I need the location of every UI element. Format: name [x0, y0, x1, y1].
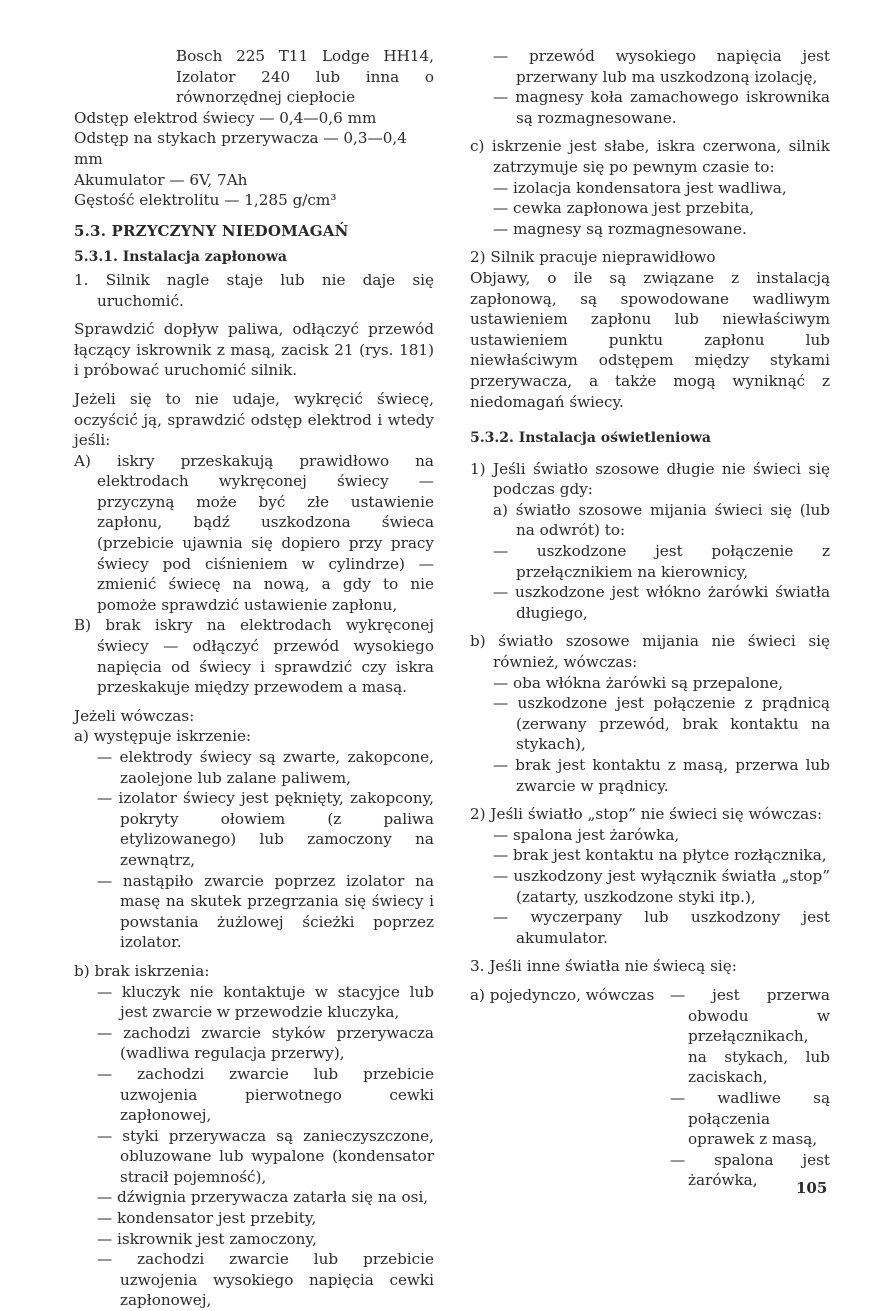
- battery-spec: Akumulator — 6V, 7Ah: [74, 170, 248, 189]
- paragraph-fuel-check: Sprawdzić dopływ paliwa, odłączyć przewód łączący iskrownik z masą, zacisk 21 (rys. 181) i próbować uruchomić silnik.: [74, 320, 434, 380]
- paragraph-symptoms: Objawy, o ile są związane z instalacją zapłonową, są spowodowane wadliwym ustawieniem zapłonu lub niewłaściwym ustawieniem punktu zapłonu lub niewłaściwym odstępem między stykami przerywacza, a także mogą wyniknąć z niedomagań świecy.: [470, 268, 830, 411]
- paragraph-plug-check: Jeżeli się to nie udaje, wykręcić świecę, oczyścić ją, sprawdzić odstęp elektrod i wtedy jeśli:: [74, 389, 434, 450]
- list-item: — izolator świecy jest pęknięty, zakopcony, pokryty ołowiem (z paliwa etylizowanego) lub zamoczony na zewnątrz,: [97, 789, 434, 869]
- list-item: — zachodzi zwarcie styków przerywacza (wadliwa regulacja przerwy),: [97, 1023, 434, 1063]
- electrode-gap-spec: Odstęp elektrod świecy — 0,4—0,6 mm: [74, 108, 377, 127]
- list-item: — kluczyk nie kontaktuje w stacyjce lub jest zwarcie w przewodzie kluczyka,: [97, 982, 434, 1022]
- sparking-label: a) występuje iskrzenie:: [74, 727, 252, 746]
- list-item: — uszkodzone jest włókno żarówki światła długiego,: [493, 583, 830, 622]
- list-item: — spalona jest żarówka,: [493, 825, 680, 844]
- list-item: — uszkodzone jest połączenie z prądnicą (zerwany przewód, brak kontaktu na stykach),: [493, 694, 830, 754]
- list-item: — styki przerywacza są zanieczyszczone, obluzowane lub wypalone (kondensator stracił pojemność),: [97, 1126, 434, 1186]
- list-item: — dźwignia przerywacza zatarła się na osi,: [97, 1188, 429, 1207]
- subsection-heading-lighting: 5.3.2. Instalacja oświetleniowa: [470, 430, 711, 447]
- section-heading: 5.3. PRZYCZYNY NIEDOMAGAŃ: [74, 221, 349, 240]
- list-item: — wadliwe są połączenia oprawek z masą,: [670, 1088, 830, 1149]
- lighting-item-1: 1) Jeśli światło szosowe długie nie świeci się podczas gdy:: [470, 459, 830, 499]
- list-item: — nastąpiło zwarcie poprzez izolator na masę na skutek przegrzania się świecy i powstania żużlowej ścieżki poprzez izolator.: [97, 871, 434, 952]
- list-item: — zachodzi zwarcie lub przebicie uzwojenia pierwotnego cewki zapłonowej,: [97, 1064, 434, 1125]
- lighting-item-3a-list: [670, 985, 830, 1191]
- list-item: — kondensator jest przebity,: [97, 1209, 317, 1228]
- list-item: — zachodzi zwarcie lub przebicie uzwojenia wysokiego napięcia cewki zapłonowej,: [97, 1250, 434, 1310]
- list-item: — uszkodzony jest wyłącznik światła „stop” (zatarty, uszkodzone styki itp.),: [493, 866, 830, 906]
- lighting-item-1a: a) światło szosowe mijania świeci się (lub na odwrót) to:: [493, 500, 830, 540]
- list-item: — cewka zapłonowa jest przebita,: [493, 199, 755, 218]
- list-item: — magnesy są rozmagnesowane.: [493, 219, 747, 238]
- paragraph-then: Jeżeli wówczas:: [74, 706, 195, 725]
- left-column: [74, 46, 434, 1311]
- list-item: — brak jest kontaktu z masą, przerwa lub zwarcie w prądnicy.: [493, 756, 830, 795]
- lighting-item-3a: [470, 985, 830, 1191]
- page-number: 105: [796, 1179, 828, 1197]
- list-item: — przewód wysokiego napięcia jest przerwany lub ma uszkodzoną izolację,: [493, 47, 830, 86]
- list-item: — magnesy koła zamachowego iskrownika są rozmagnesowane.: [493, 88, 830, 127]
- case-a-sparks: A) iskry przeskakują prawidłowo na elektrodach wykręconej świecy — przyczyną może być złe ustawienie zapłonu, bądź uszkodzona świeca (przebicie ujawnia się dopiero przy pracy świecy pod ciśnieniem w cylindrze) — zmienić świecę na nową, a gdy to nie pomoże sprawdzić ustawienie zapłonu,: [74, 451, 434, 614]
- list-item: — spalona jest żarówka,: [670, 1150, 830, 1190]
- case-c-weak-spark: c) iskrzenie jest słabe, iskra czerwona, silnik zatrzymuje się po pewnym czasie to:: [470, 137, 830, 176]
- right-column: [470, 46, 830, 1191]
- list-item: — iskrownik jest zamoczony,: [97, 1229, 317, 1248]
- list-item: — uszkodzone jest połączenie z przełącznikiem na kierownicy,: [493, 542, 830, 581]
- case-b-no-spark: B) brak iskry na elektrodach wykręconej świecy — odłączyć przewód wysokiego napięcia od świecy i sprawdzić czy iskra przeskakuje między przewodem a masą.: [74, 616, 434, 697]
- fault-item-2: 2) Silnik pracuje nieprawidłowo: [470, 248, 716, 267]
- list-item: — izolacja kondensatora jest wadliwa,: [493, 178, 787, 197]
- subsection-heading-ignition: 5.3.1. Instalacja zapłonowa: [74, 249, 287, 266]
- list-item: — elektrody świecy są zwarte, zakopcone, zaolejone lub zalane paliwem,: [97, 748, 434, 787]
- list-item: — oba włókna żarówki są przepalone,: [493, 673, 784, 692]
- contact-gap-spec: Odstęp na stykach przerywacza — 0,3—0,4 mm: [74, 129, 407, 168]
- lighting-item-3: 3. Jeśli inne światła nie świecą się:: [470, 957, 737, 976]
- lighting-item-2: 2) Jeśli światło „stop” nie świeci się wówczas:: [470, 805, 823, 824]
- list-item: — brak jest kontaktu na płytce rozłącznika,: [493, 846, 827, 865]
- fault-item-1: 1. Silnik nagle staje lub nie daje się uruchomić.: [74, 270, 434, 310]
- spark-plug-spec: Bosch 225 T11 Lodge HH14, Izolator 240 lub inna o równorzędnej ciepłocie: [176, 47, 434, 107]
- list-item: — wyczerpany lub uszkodzony jest akumulator.: [493, 908, 830, 947]
- list-item: — jest przerwa obwodu w przełącznikach, na stykach, lub zaciskach,: [670, 985, 830, 1087]
- lighting-item-3a-label: a) pojedynczo, wówczas: [470, 985, 655, 1004]
- electrolyte-density-spec: Gęstość elektrolitu — 1,285 g/cm³: [74, 191, 337, 210]
- lighting-item-1b: b) światło szosowe mijania nie świeci się również, wówczas:: [470, 632, 830, 672]
- no-sparking-label: b) brak iskrzenia:: [74, 961, 210, 980]
